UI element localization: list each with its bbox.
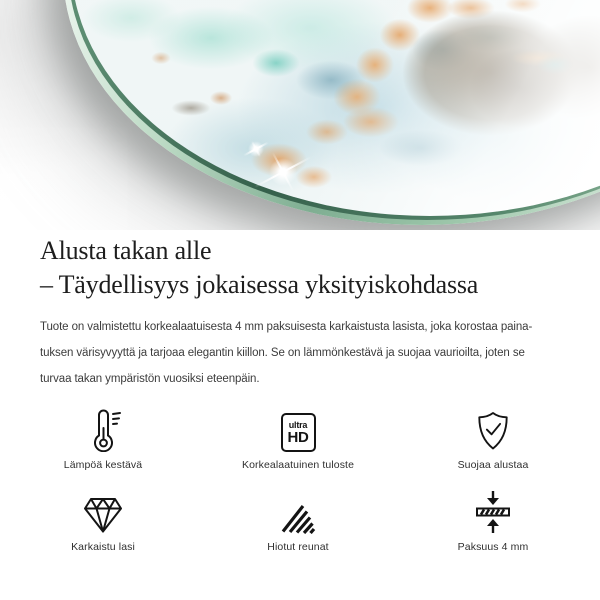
feature-label: Karkaistu lasi — [71, 541, 135, 553]
feature-label: Paksuus 4 mm — [457, 541, 529, 553]
description-line: tuksen värisyvyyttä ja tarjoaa elegantin kiillon. Se on lämmönkestävä ja suojaa vaurioilta, joten se — [40, 347, 525, 359]
feature-protects-base — [413, 406, 573, 472]
description-line: Tuote on valmistettu korkealaatuisesta 4 mm paksuisesta karkaistusta lasista, joka korostaa paina- — [40, 321, 533, 333]
feature-label: Hiotut reunat — [267, 541, 329, 553]
polished-edges-icon — [280, 488, 316, 534]
feature-label: Lämpöä kestävä — [63, 459, 143, 471]
feature-tempered-glass — [23, 488, 183, 554]
feature-label: Korkealaatuinen tuloste — [241, 459, 355, 471]
page-title-line2: – Täydellisyys jokaisessa yksityiskohdassa — [40, 270, 479, 299]
diamond-icon — [83, 488, 123, 534]
feature-label: Suojaa alustaa — [457, 459, 529, 471]
feature-grid — [23, 406, 600, 554]
ultra-hd-icon: ultra HD — [281, 406, 316, 452]
product-image — [0, 0, 600, 230]
product-description — [40, 314, 560, 392]
feature-heat-resistant — [23, 406, 183, 472]
feature-thickness — [413, 488, 573, 554]
page-title-line1: Alusta takan alle — [40, 236, 212, 265]
thermometer-icon — [84, 406, 122, 452]
feature-high-quality-print — [218, 406, 378, 472]
thickness-icon — [473, 488, 513, 534]
page-title — [40, 234, 560, 302]
glass-panel-artwork — [71, 0, 600, 216]
feature-polished-edges — [218, 488, 378, 554]
shield-check-icon — [476, 406, 510, 452]
description-line: turvaa takan ympäristön vuosiksi eteenpäin. — [40, 373, 260, 385]
